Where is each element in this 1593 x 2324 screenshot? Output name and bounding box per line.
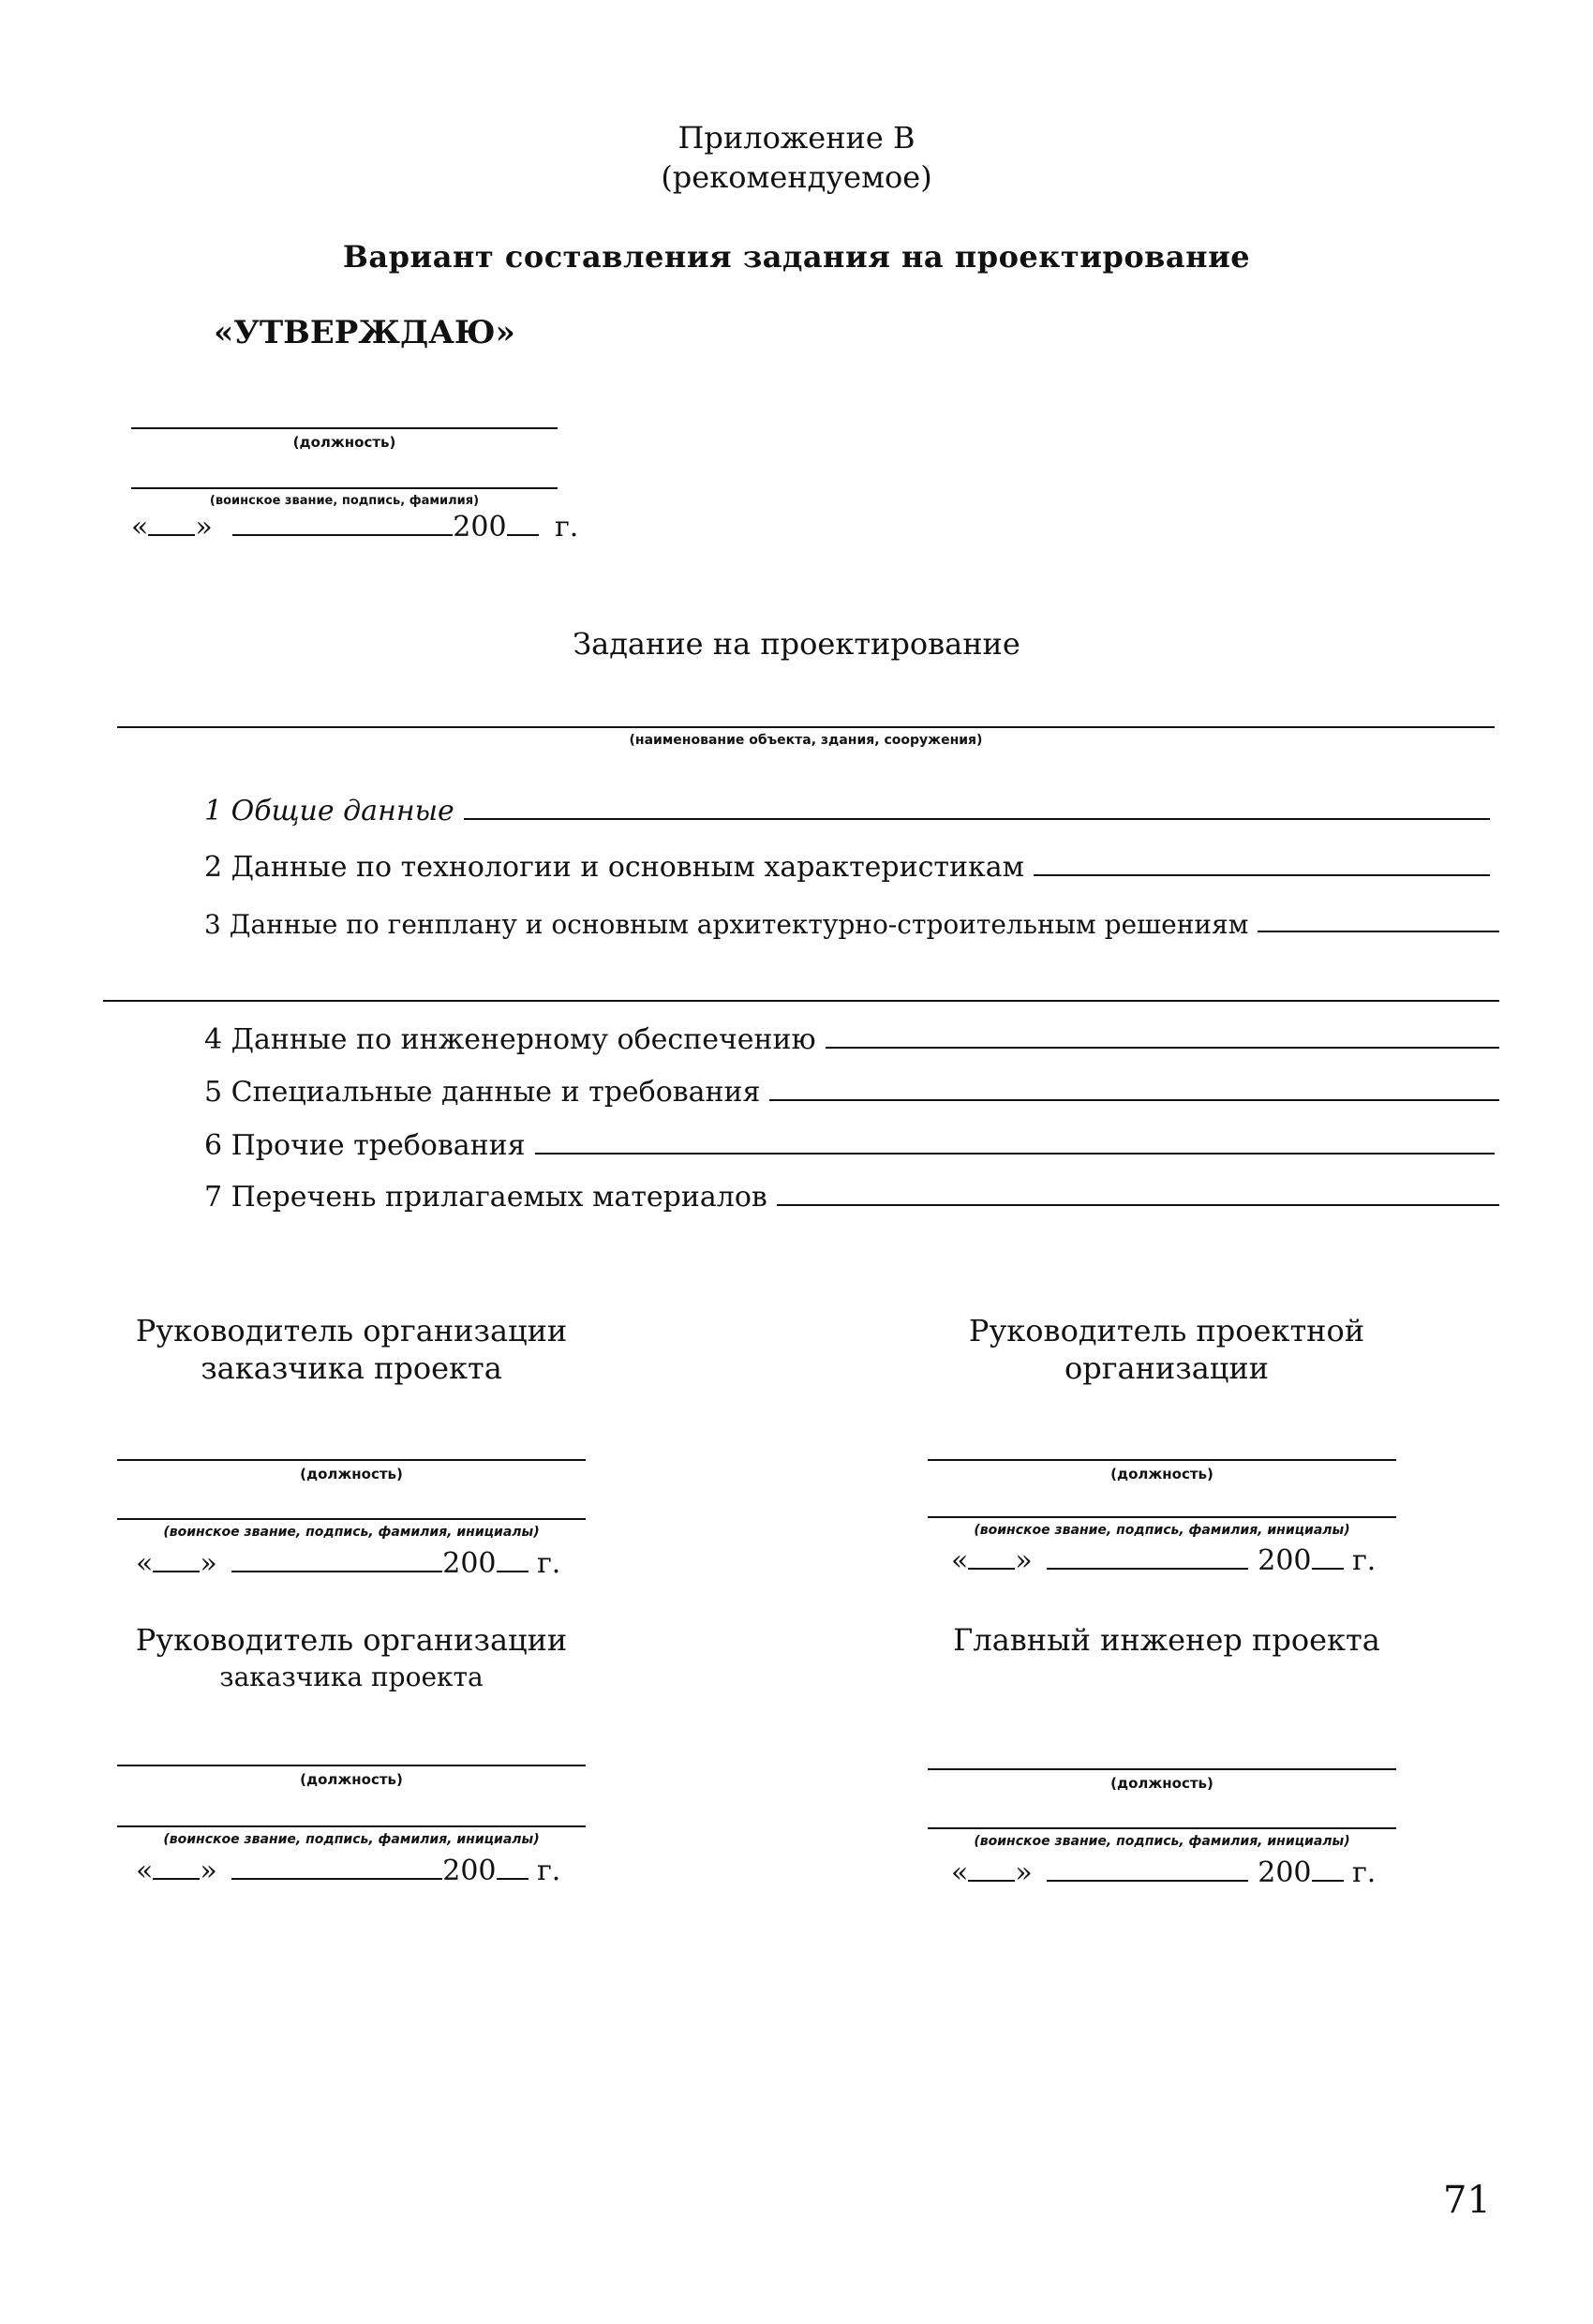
approval-date[interactable] [131, 510, 578, 544]
signature-1-signature-caption: (воинское звание, подпись, фамилия, инициалы) [163, 1525, 540, 1540]
signature-4-year: 200 [1258, 1856, 1312, 1889]
signature-2-signature-caption: (воинское звание, подпись, фамилия, инициалы) [974, 1523, 1350, 1538]
signature-3-year: 200 [442, 1855, 497, 1887]
approval-position-line[interactable] [131, 427, 558, 429]
signature-4-title-line1: Главный инженер проекта [953, 1622, 1380, 1658]
signature-1-year-suffix: г. [537, 1547, 561, 1580]
signature-3-signature-line[interactable] [117, 1825, 586, 1827]
assignment-title: Задание на проектирование [573, 626, 1020, 662]
item-label-6: 6 Прочие требования [204, 1129, 526, 1162]
item-label-4: 4 Данные по инженерному обеспечению [204, 1023, 816, 1056]
list-item [204, 1129, 1495, 1162]
signature-1-year: 200 [442, 1547, 497, 1580]
approval-signature-caption: (воинское звание, подпись, фамилия) [209, 494, 480, 508]
list-item [204, 1023, 1499, 1056]
approval-position-caption: (должность) [292, 434, 396, 451]
signature-1-date[interactable]: « » 200 г. [136, 1547, 561, 1580]
date-open-quote: « [131, 511, 149, 544]
signature-3-title-line2: заказчика проекта [219, 1661, 484, 1692]
item-label-7: 7 Перечень прилагаемых материалов [204, 1181, 767, 1214]
item-label-5: 5 Специальные данные и требования [204, 1076, 761, 1109]
signature-4-position-line[interactable] [928, 1768, 1396, 1770]
appendix-subtitle: (рекомендуемое) [661, 159, 932, 195]
signature-3-title-line1: Руководитель организации [135, 1622, 568, 1658]
signature-2-title-line2: организации [1064, 1350, 1269, 1386]
list-item [204, 851, 1490, 884]
signature-3-signature-caption: (воинское звание, подпись, фамилия, инициалы) [163, 1832, 540, 1847]
signature-4-signature-line[interactable] [928, 1827, 1396, 1829]
object-name-caption: (наименование объекта, здания, сооружения) [629, 733, 983, 748]
signature-3-date[interactable]: « » 200 г. [136, 1855, 561, 1887]
signature-block-2-title [928, 1312, 1406, 1387]
signature-2-year: 200 [1258, 1544, 1312, 1577]
date-day-blank[interactable] [148, 510, 195, 536]
signature-1-title-line2: заказчика проекта [201, 1350, 502, 1386]
item-fill-line-1[interactable] [464, 818, 1490, 820]
list-item [204, 1076, 1499, 1109]
date-month-blank[interactable] [231, 1546, 442, 1572]
item-fill-line-5[interactable] [769, 1099, 1499, 1101]
signature-2-signature-line[interactable] [928, 1516, 1396, 1518]
variant-title: Вариант составления задания на проектирование [342, 239, 1251, 275]
date-month-blank[interactable] [1047, 1543, 1248, 1570]
item-label-3: 3 Данные по генплану и основным архитектурно-строительным решениям [204, 909, 1249, 940]
date-month-blank[interactable] [1047, 1855, 1248, 1882]
date-day-blank[interactable] [153, 1854, 200, 1880]
signature-2-position-line[interactable] [928, 1459, 1396, 1461]
date-year-blank[interactable] [1312, 1543, 1344, 1570]
date-month-blank[interactable] [231, 1854, 442, 1880]
approval-signature-line[interactable] [131, 487, 558, 489]
date-year-suffix: г. [555, 511, 579, 544]
signature-1-title-line1: Руководитель организации [135, 1313, 568, 1348]
signature-2-date[interactable]: « » 200 г. [951, 1544, 1377, 1577]
item-3-continuation-line[interactable] [103, 1000, 1499, 1002]
signature-3-position-line[interactable] [117, 1765, 586, 1766]
signature-4-date[interactable]: « » 200 г. [951, 1856, 1377, 1889]
signature-3-position-caption: (должность) [300, 1771, 403, 1788]
list-item [204, 1181, 1499, 1214]
object-name-line[interactable] [117, 726, 1495, 728]
signature-1-position-line[interactable] [117, 1459, 586, 1461]
list-item [204, 909, 1499, 940]
date-day-blank[interactable] [968, 1855, 1015, 1882]
signature-block-4-title [928, 1621, 1406, 1659]
signature-3-year-suffix: г. [537, 1855, 561, 1887]
item-fill-line-6[interactable] [535, 1153, 1495, 1155]
date-day-blank[interactable] [153, 1546, 200, 1572]
signature-4-position-caption: (должность) [1110, 1775, 1213, 1792]
signature-2-year-suffix: г. [1352, 1544, 1377, 1577]
item-fill-line-2[interactable] [1034, 874, 1490, 876]
signature-block-3-title [112, 1621, 590, 1696]
signature-block-1-title [112, 1312, 590, 1387]
signature-2-title-line1: Руководитель проектной [968, 1313, 1365, 1348]
signature-1-position-caption: (должность) [300, 1466, 403, 1482]
item-fill-line-7[interactable] [777, 1204, 1499, 1206]
signature-4-year-suffix: г. [1352, 1856, 1377, 1889]
list-item [204, 795, 1490, 827]
approve-label: «УТВЕРЖДАЮ» [214, 314, 515, 351]
date-year-blank[interactable] [507, 510, 539, 536]
date-year-blank[interactable] [497, 1546, 529, 1572]
appendix-title: Приложение В [677, 120, 916, 156]
item-label-2: 2 Данные по технологии и основным характеристикам [204, 851, 1024, 884]
signature-2-position-caption: (должность) [1110, 1466, 1213, 1482]
page-number: 71 [1443, 2179, 1491, 2222]
date-day-blank[interactable] [968, 1543, 1015, 1570]
date-close-quote: » [195, 511, 213, 544]
item-fill-line-4[interactable] [826, 1047, 1499, 1049]
item-label-1: 1 Общие данные [204, 795, 454, 827]
signature-1-signature-line[interactable] [117, 1518, 586, 1520]
date-year-blank[interactable] [497, 1854, 529, 1880]
date-year: 200 [453, 511, 507, 544]
date-month-blank[interactable] [232, 510, 453, 536]
signature-4-signature-caption: (воинское звание, подпись, фамилия, инициалы) [974, 1834, 1350, 1849]
item-fill-line-3[interactable] [1258, 931, 1499, 932]
date-year-blank[interactable] [1312, 1855, 1344, 1882]
